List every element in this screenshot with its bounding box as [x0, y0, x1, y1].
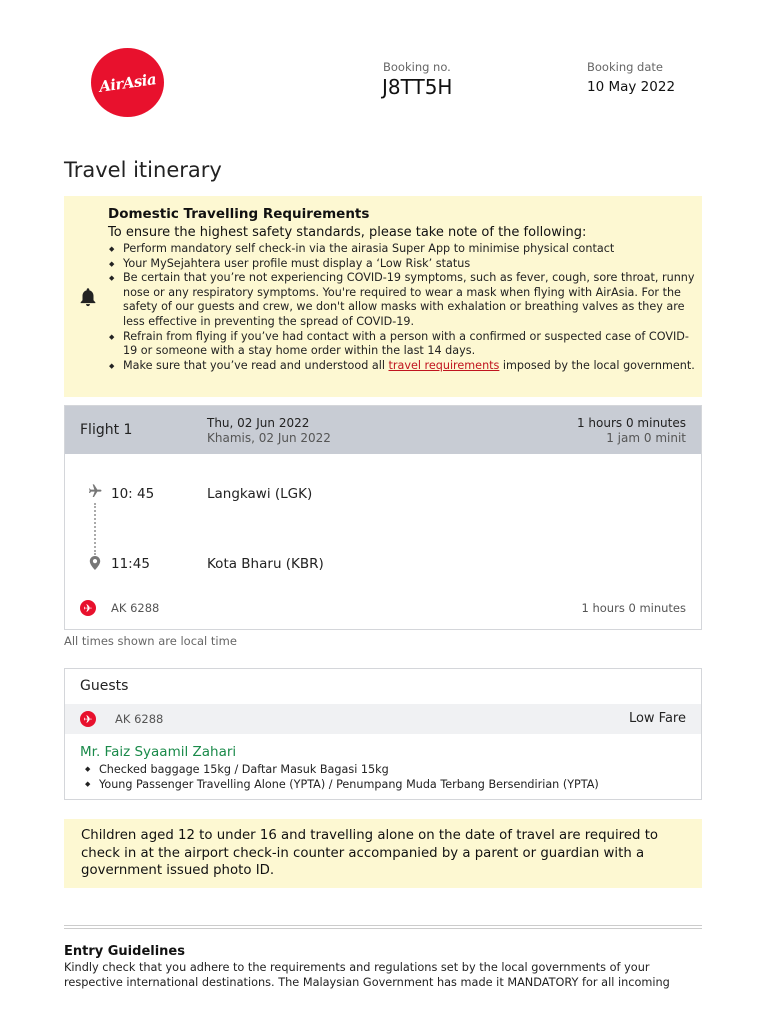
- flight-duration: 1 hours 0 minutes: [576, 416, 686, 430]
- flight-title: Flight 1: [80, 422, 133, 438]
- guests-title: Guests: [80, 678, 129, 694]
- booking-number: J8TT5H: [382, 75, 453, 99]
- fare-type: Low Fare: [628, 711, 686, 726]
- plane-icon: [87, 483, 103, 499]
- entry-guidelines-title: Entry Guidelines: [64, 944, 185, 959]
- requirement-text: imposed by the local government.: [499, 358, 695, 372]
- booking-number-label: Booking no.: [383, 60, 451, 74]
- guest-addon-item: ◆ Young Passenger Travelling Alone (YPTA) / Penumpang Muda Terbang Bersendirian (YPTA): [82, 777, 599, 792]
- flight-header: [65, 406, 701, 454]
- guest-flight-row: [65, 704, 701, 734]
- arrival-time: 11:45: [111, 556, 150, 572]
- page-title: Travel itinerary: [64, 158, 222, 182]
- requirements-intro: To ensure the highest safety standards, please take note of the following:: [108, 225, 587, 240]
- requirement-item: ◆ Perform mandatory self check-in via the airasia Super App to minimise physical contact: [108, 242, 698, 257]
- requirements-list: [108, 242, 698, 373]
- guests-card: [64, 668, 702, 800]
- guest-name: Mr. Faiz Syaamil Zahari: [80, 744, 237, 760]
- airasia-plane-badge-icon: ✈: [80, 600, 96, 616]
- section-divider: [64, 925, 702, 929]
- departure-airport: Langkawi (LGK): [207, 486, 313, 502]
- flight-number: AK 6288: [111, 601, 160, 615]
- flight-duration-malay: 1 jam 0 minit: [606, 431, 686, 445]
- requirement-item: [108, 359, 698, 374]
- airasia-logo: [91, 48, 164, 117]
- local-time-note: All times shown are local time: [64, 634, 237, 648]
- entry-guidelines-text: Kindly check that you adhere to the requirements and regulations set by the local governments of your respective international destinations. The Malaysian Government has made it MANDATORY for all incoming: [64, 961, 670, 989]
- flight-date: Thu, 02 Jun 2022: [207, 416, 310, 430]
- requirement-item: ◆ Your MySejahtera user profile must display a ‘Low Risk’ status: [108, 257, 698, 272]
- requirement-item: ◆ Refrain from flying if you’ve had contact with a person with a confirmed or suspected case of COVID-19 or someone with a stay home order within the last 14 days.: [108, 330, 698, 359]
- travel-requirements-link[interactable]: travel requirements: [388, 358, 500, 372]
- airasia-plane-badge-icon: ✈: [80, 711, 96, 727]
- booking-date: 10 May 2022: [587, 79, 676, 95]
- domestic-requirements-notice: [64, 196, 702, 397]
- requirement-item: ◆ Be certain that you’re not experiencing COVID-19 symptoms, such as fever, cough, sore throat, runny nose or any respiratory symptoms. You're required to wear a mask when flying with AirAsia. For the safety of our guests and crew, we don't allow masks with exhalation or breathing valves as they are less effective in preventing the spread of COVID-19.: [108, 271, 698, 329]
- requirements-title: Domestic Travelling Requirements: [108, 206, 370, 222]
- location-pin-icon: [89, 556, 101, 570]
- flight-date-malay: Khamis, 02 Jun 2022: [207, 431, 331, 445]
- flight-card: [64, 405, 702, 630]
- guest-addon-item: ◆ Checked baggage 15kg / Daftar Masuk Bagasi 15kg: [82, 762, 599, 777]
- flight-footer-duration: 1 hours 0 minutes: [581, 601, 686, 615]
- requirement-text: Make sure that you’ve read and understood all: [123, 358, 389, 372]
- departure-time: 10: 45: [111, 486, 155, 502]
- child-travel-notice: Children aged 12 to under 16 and travelling alone on the date of travel are required to check in at the airport check-in counter accompanied by a parent or guardian with a government issued photo ID.: [64, 819, 702, 888]
- booking-date-label: Booking date: [587, 60, 663, 74]
- bell-icon: [77, 286, 99, 308]
- guest-flight-number: AK 6288: [115, 712, 164, 726]
- guest-addons-list: [82, 762, 599, 792]
- route-line: [94, 503, 96, 555]
- logo-text: AirAsia: [97, 69, 158, 96]
- arrival-airport: Kota Bharu (KBR): [207, 556, 324, 572]
